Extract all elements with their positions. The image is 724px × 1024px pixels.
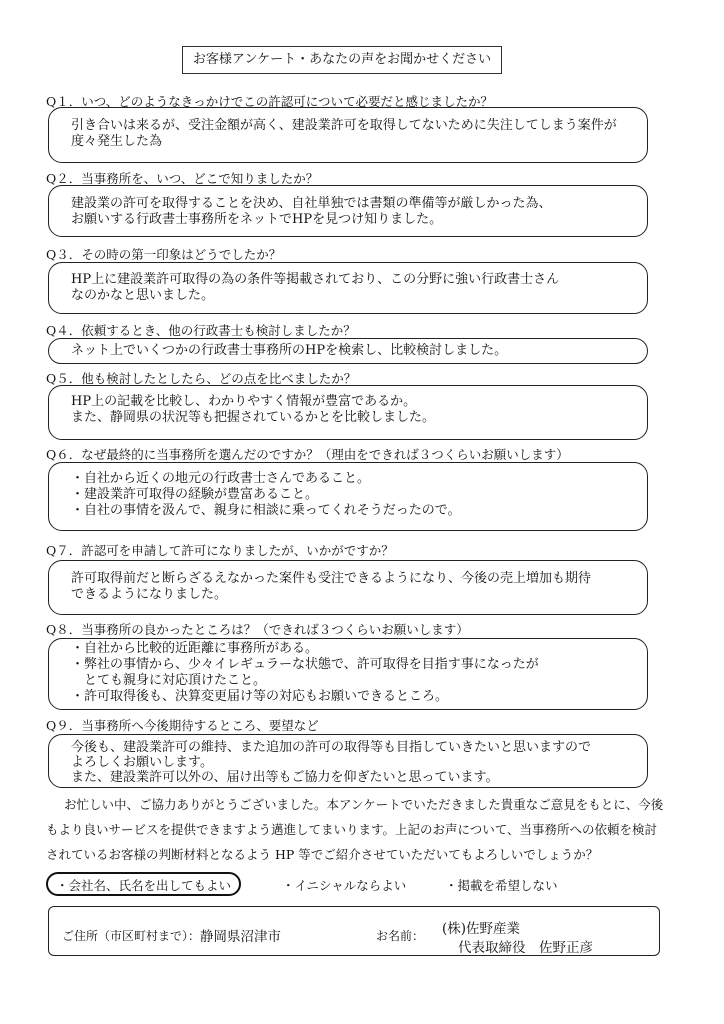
answer-2[interactable]: 建設業の許可を取得することを決め、自社単独では書類の準備等が厳しかった為、 お願いする行政書士事務所をネットでHPを見つけ知りました。 [48, 185, 648, 237]
question-4: Q４．依頼するとき、他の行政書士も検討しましたか？ [46, 323, 356, 338]
answer-9[interactable]: 今後も、建設業許可の維持、また追加の許可の取得等も目指していきたいと思いますので よろしくお願いします。 また、建設業許可以外の、届け出等もご協力を仰ぎたいと思っています。 [48, 734, 648, 788]
company-name[interactable]: (株)佐野産業 [442, 921, 521, 937]
question-3: Q３．その時の第一印象はどうでしたか？ [46, 247, 282, 262]
answer-6[interactable]: ・自社から近くの地元の行政書士さんであること。 ・建設業許可取得の経験が豊富あること。 ・自社の事情を汲んで、親身に相談に乗ってくれそうだったので。 [48, 462, 648, 531]
name-label: お名前： [376, 929, 425, 943]
page-title: お客様アンケート・あなたの声をお聞かせください [182, 46, 502, 74]
address-value[interactable]: 静岡県沼津市 [200, 929, 281, 945]
question-7: Q７．許認可を申請して許可になりましたが、いかがですか？ [46, 543, 394, 558]
question-5: Q５．他も検討したとしたら、どの点を比べましたか？ [46, 371, 357, 386]
answer-7[interactable]: 許可取得前だと断らざるえなかった案件も受注できるようになり、今後の売上増加も期待 できるようになりました。 [48, 560, 648, 615]
question-2: Q２．当事務所を、いつ、どこで知りましたか？ [46, 171, 319, 186]
answer-4[interactable]: ネット上でいくつかの行政書士事務所のHPを検索し、比較検討しました。 [48, 338, 648, 364]
option-no-publish[interactable]: ・掲載を希望しない [445, 878, 558, 893]
answer-3[interactable]: HP上に建設業許可取得の為の条件等掲載されており、この分野に強い行政書士さん なのかなと思いました。 [48, 262, 648, 314]
question-6: Q６．なぜ最終的に当事務所を選んだのですか？（理由をできれば３つくらいお願いします） [46, 447, 569, 462]
answer-8[interactable]: ・自社から比較的近距離に事務所がある。 ・弊社の事情から、少々イレギュラーな状態で、許可取得を目指す事になったが とても親身に対応頂けたこと。 ・許可取得後も、決算変更届け等の対応もお願いできるところ。 [48, 638, 648, 710]
address-label: ご住所（市区町村まで）： [62, 929, 201, 943]
option-full-name[interactable]: ・会社名、氏名を出してもよい [56, 878, 232, 893]
option-initials[interactable]: ・イニシャルならよい [282, 878, 407, 893]
question-9: Q９．当事務所へ今後期待するところ、要望など [46, 718, 319, 733]
answer-1[interactable]: 引き合いは来るが、受注金額が高く、建設業許可を取得してないために失注してしまう案件が 度々発生した為 [48, 107, 648, 163]
representative-name[interactable]: 代表取締役 佐野正彦 [458, 940, 593, 956]
question-8: Q８．当事務所の良かったところは？（できれば３つくらいお願いします） [46, 622, 469, 637]
closing-message: お忙しい中、ご協力ありがとうございました。本アンケートでいただきました貴重なご意見をもとに、今後 もより良いサービスを提供できますよう邁進してまいります。上記のお声について、当事務所への依頼を検討 されているお客様の判断材料となるよう HP 等でご紹介させていただいてもよろしいでしょうか？ [46, 797, 664, 862]
question-1: Q１．いつ、どのようなきっかけでこの許認可について必要だと感じましたか？ [46, 94, 493, 109]
answer-5[interactable]: HP上の記載を比較し、わかりやすく情報が豊富であるか。 また、静岡県の状況等も把握されているかとを比較しました。 [48, 385, 648, 440]
